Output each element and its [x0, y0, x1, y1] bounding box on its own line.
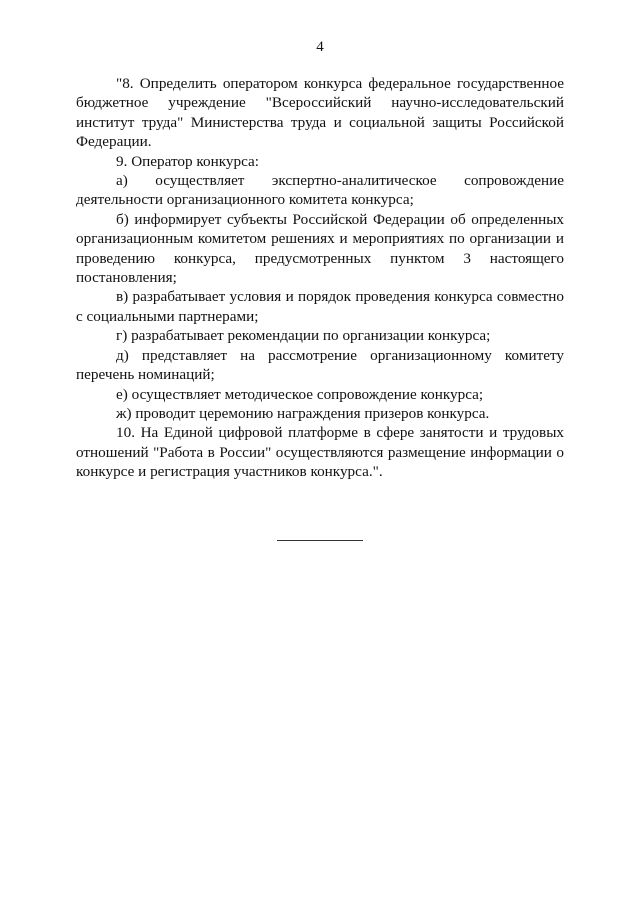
- document-body: [76, 74, 564, 482]
- end-divider-line: [277, 540, 363, 541]
- paragraph-subitem-v: в) разрабатывает условия и порядок проведения конкурса совместно с социальными партнерами;: [76, 288, 564, 325]
- paragraph-subitem-d: д) представляет на рассмотрение организационному комитету перечень номинаций;: [76, 346, 564, 384]
- page-number: 4: [316, 39, 324, 55]
- paragraph-subitem-zh: ж) проводит церемонию награждения призеров конкурса.: [116, 404, 490, 422]
- paragraph-subitem-e: е) осуществляет методическое сопровождение конкурса;: [116, 385, 484, 403]
- paragraph-item-8: "8. Определить оператором конкурса федеральное государственное бюджетное учреждение "Всероссийский научно-исследовательский институт труда" Министерства труда и социальной защиты Российской Федерации.: [76, 75, 564, 151]
- paragraph-subitem-a: а) осуществляет экспертно-аналитическое сопровождение деятельности организационного комитета конкурса;: [76, 172, 564, 209]
- paragraph-subitem-b: б) информирует субъекты Российской Федерации об определенных организационным комитетом решениях и мероприятиях по организации и проведению конкурса, предусмотренных пунктом 3 настоящего постановления;: [76, 210, 564, 287]
- paragraph-item-9-heading: 9. Оператор конкурса:: [116, 152, 259, 170]
- paragraph-item-10: 10. На Единой цифровой платформе в сфере занятости и трудовых отношений "Работа в России" осуществляются размещение информации о конкурсе и регистрация участников конкурса.".: [76, 424, 564, 481]
- paragraph-subitem-g: г) разрабатывает рекомендации по организации конкурса;: [116, 327, 491, 345]
